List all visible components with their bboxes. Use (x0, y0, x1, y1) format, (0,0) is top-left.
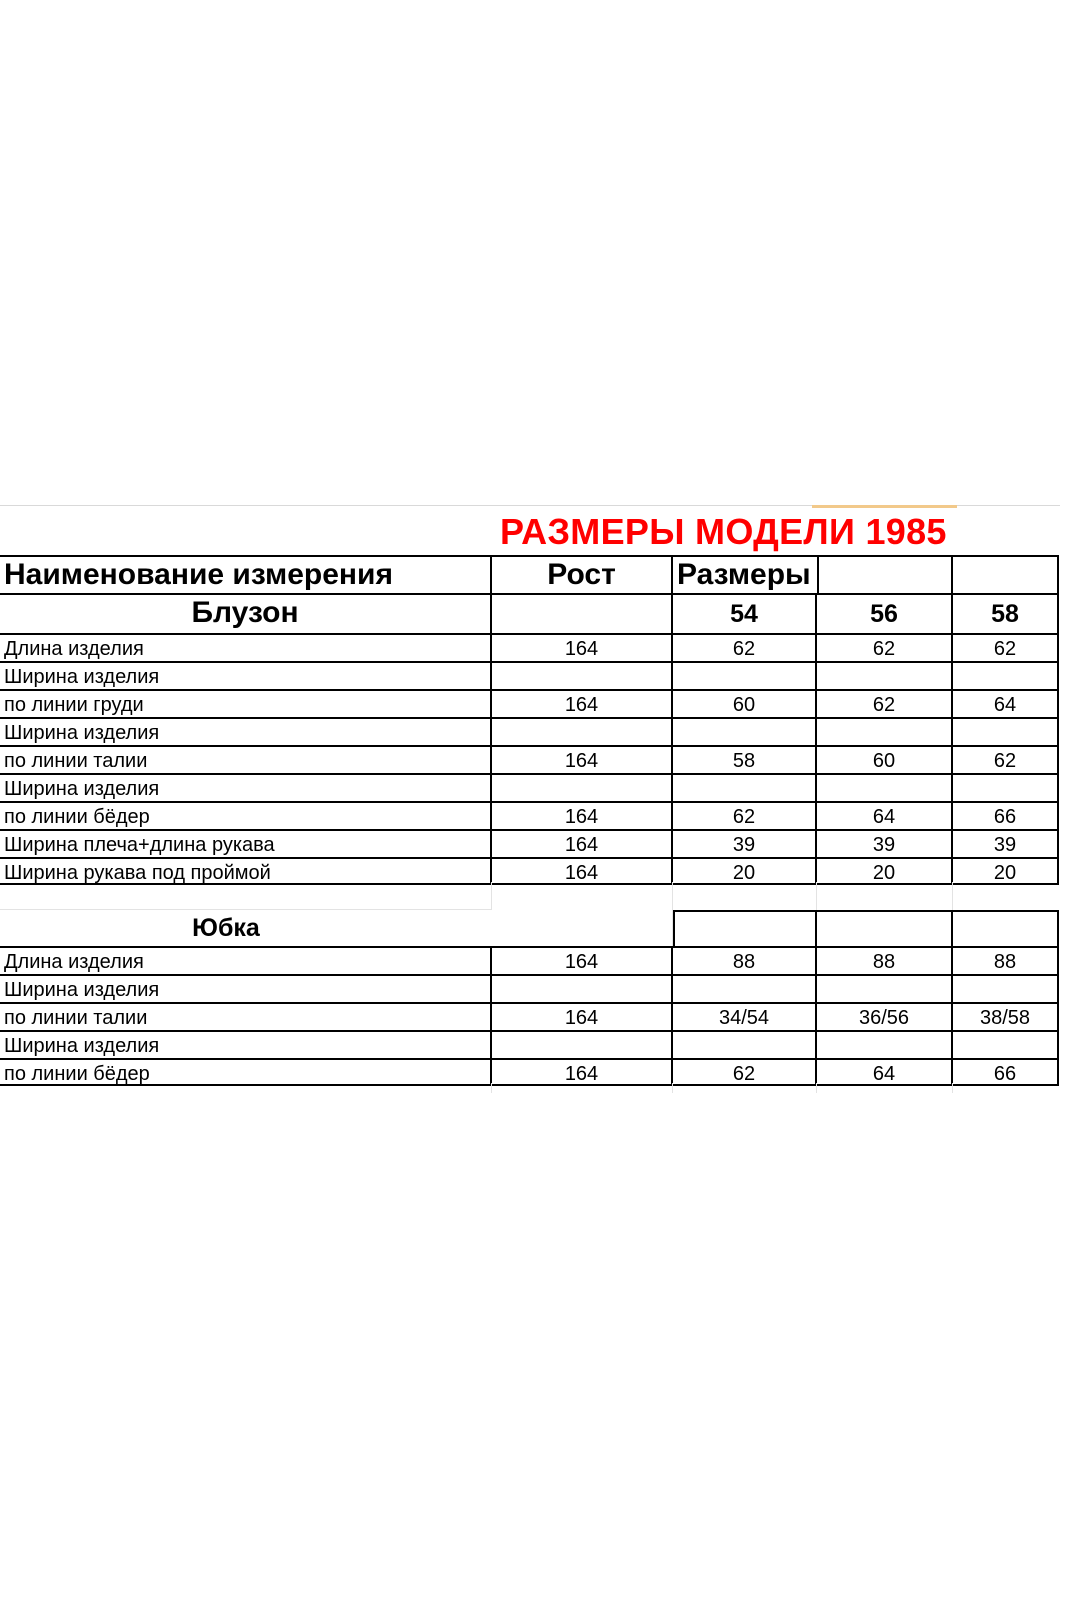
size-56-value: 88 (817, 946, 953, 974)
size-58-value (953, 974, 1059, 1002)
size-56-value: 64 (817, 801, 953, 829)
size-58-value: 62 (953, 633, 1059, 661)
title-accent-mark (812, 505, 957, 508)
measurement-label: Длина изделия (0, 633, 492, 661)
trailing-gridline (817, 1083, 953, 1093)
measurement-label: по линии бёдер (0, 801, 492, 829)
table-row (0, 689, 1062, 717)
size-54-value (673, 661, 817, 689)
measurement-header: Наименование измерения (0, 555, 492, 595)
table-row (0, 661, 1062, 689)
size-58-value (953, 717, 1059, 745)
header-row (0, 555, 1062, 595)
size-56-value: 36/56 (817, 1002, 953, 1030)
size-56-label: 56 (817, 595, 953, 633)
section-header-blouse (0, 595, 1062, 633)
size-54-value: 39 (673, 829, 817, 857)
size-54-label: 54 (673, 595, 817, 633)
measurement-label: по линии груди (0, 689, 492, 717)
size-54-value: 60 (673, 689, 817, 717)
section-header-skirt (0, 910, 1062, 946)
table-row (0, 857, 1062, 885)
table-row (0, 1030, 1062, 1058)
spacer-cell (953, 882, 1059, 910)
sizes-header: Размеры (673, 555, 817, 595)
size-54-value: 88 (673, 946, 817, 974)
size-54-value: 58 (673, 745, 817, 773)
size-58-label: 58 (953, 595, 1059, 633)
size-54-value (673, 717, 817, 745)
size-58-value (953, 661, 1059, 689)
table-row (0, 1058, 1062, 1086)
trailing-gridline (0, 1083, 492, 1093)
height-value: 164 (492, 689, 673, 717)
height-value (492, 661, 673, 689)
height-value (492, 717, 673, 745)
size-54-value (673, 773, 817, 801)
header-empty-cell (953, 555, 1059, 595)
size-56-value (817, 717, 953, 745)
trailing-gridlines (0, 1083, 1062, 1093)
size-58-value: 64 (953, 689, 1059, 717)
size-56-value: 20 (817, 857, 953, 885)
height-header: Рост (492, 555, 673, 595)
size-58-value: 62 (953, 745, 1059, 773)
size-54-value: 34/54 (673, 1002, 817, 1030)
table-row (0, 633, 1062, 661)
size-58-value: 88 (953, 946, 1059, 974)
height-value (492, 974, 673, 1002)
spacer-cell (673, 882, 817, 910)
size-56-value: 62 (817, 689, 953, 717)
height-value: 164 (492, 633, 673, 661)
section-empty-cell (673, 910, 817, 946)
height-value: 164 (492, 745, 673, 773)
spacer-cell (0, 882, 492, 910)
height-value: 164 (492, 1058, 673, 1086)
table-row (0, 829, 1062, 857)
size-56-value (817, 1030, 953, 1058)
header-empty-cell (817, 555, 953, 595)
section-height-cell (492, 910, 673, 946)
table-row (0, 717, 1062, 745)
height-value (492, 1030, 673, 1058)
chart-title: РАЗМЕРЫ МОДЕЛИ 1985 (500, 511, 947, 552)
measurement-label: Ширина изделия (0, 717, 492, 745)
size-56-value: 64 (817, 1058, 953, 1086)
measurement-label: Ширина изделия (0, 974, 492, 1002)
height-value: 164 (492, 801, 673, 829)
measurement-label: Длина изделия (0, 946, 492, 974)
size-56-value: 62 (817, 633, 953, 661)
trailing-gridline (673, 1083, 817, 1093)
size-54-value: 62 (673, 1058, 817, 1086)
size-54-value (673, 974, 817, 1002)
section-empty-cell (817, 910, 953, 946)
measurement-label: Ширина рукава под проймой (0, 857, 492, 885)
size-58-value: 39 (953, 829, 1059, 857)
size-58-value: 38/58 (953, 1002, 1059, 1030)
measurement-label: Ширина изделия (0, 1030, 492, 1058)
size-chart-sheet (0, 505, 1066, 1095)
spacer-cell (492, 882, 673, 910)
size-54-value: 62 (673, 801, 817, 829)
size-56-value: 60 (817, 745, 953, 773)
size-56-value (817, 974, 953, 1002)
table-row (0, 1002, 1062, 1030)
size-58-value: 66 (953, 801, 1059, 829)
measurement-label: Ширина изделия (0, 773, 492, 801)
table-row (0, 773, 1062, 801)
section-empty-cell (953, 910, 1059, 946)
size-56-value (817, 661, 953, 689)
table-row (0, 745, 1062, 773)
size-58-value: 20 (953, 857, 1059, 885)
spacer-cell (817, 882, 953, 910)
height-value: 164 (492, 1002, 673, 1030)
size-54-value: 62 (673, 633, 817, 661)
height-value: 164 (492, 829, 673, 857)
table-row (0, 946, 1062, 974)
measurement-label: по линии талии (0, 1002, 492, 1030)
height-value: 164 (492, 946, 673, 974)
size-58-value: 66 (953, 1058, 1059, 1086)
size-56-value (817, 773, 953, 801)
measurement-label: Ширина плеча+длина рукава (0, 829, 492, 857)
trailing-gridline (492, 1083, 673, 1093)
height-value (492, 773, 673, 801)
size-54-value (673, 1030, 817, 1058)
spacer-row (0, 882, 1062, 910)
size-58-value (953, 773, 1059, 801)
size-56-value: 39 (817, 829, 953, 857)
section-name: Юбка (192, 914, 260, 942)
height-value: 164 (492, 857, 673, 885)
measurement-label: по линии бёдер (0, 1058, 492, 1086)
measurement-label: Ширина изделия (0, 661, 492, 689)
table-row (0, 974, 1062, 1002)
size-58-value (953, 1030, 1059, 1058)
measurement-label: по линии талии (0, 745, 492, 773)
table-row (0, 801, 1062, 829)
size-54-value: 20 (673, 857, 817, 885)
section-name: Блузон (0, 595, 492, 633)
section-height-cell (492, 595, 673, 633)
